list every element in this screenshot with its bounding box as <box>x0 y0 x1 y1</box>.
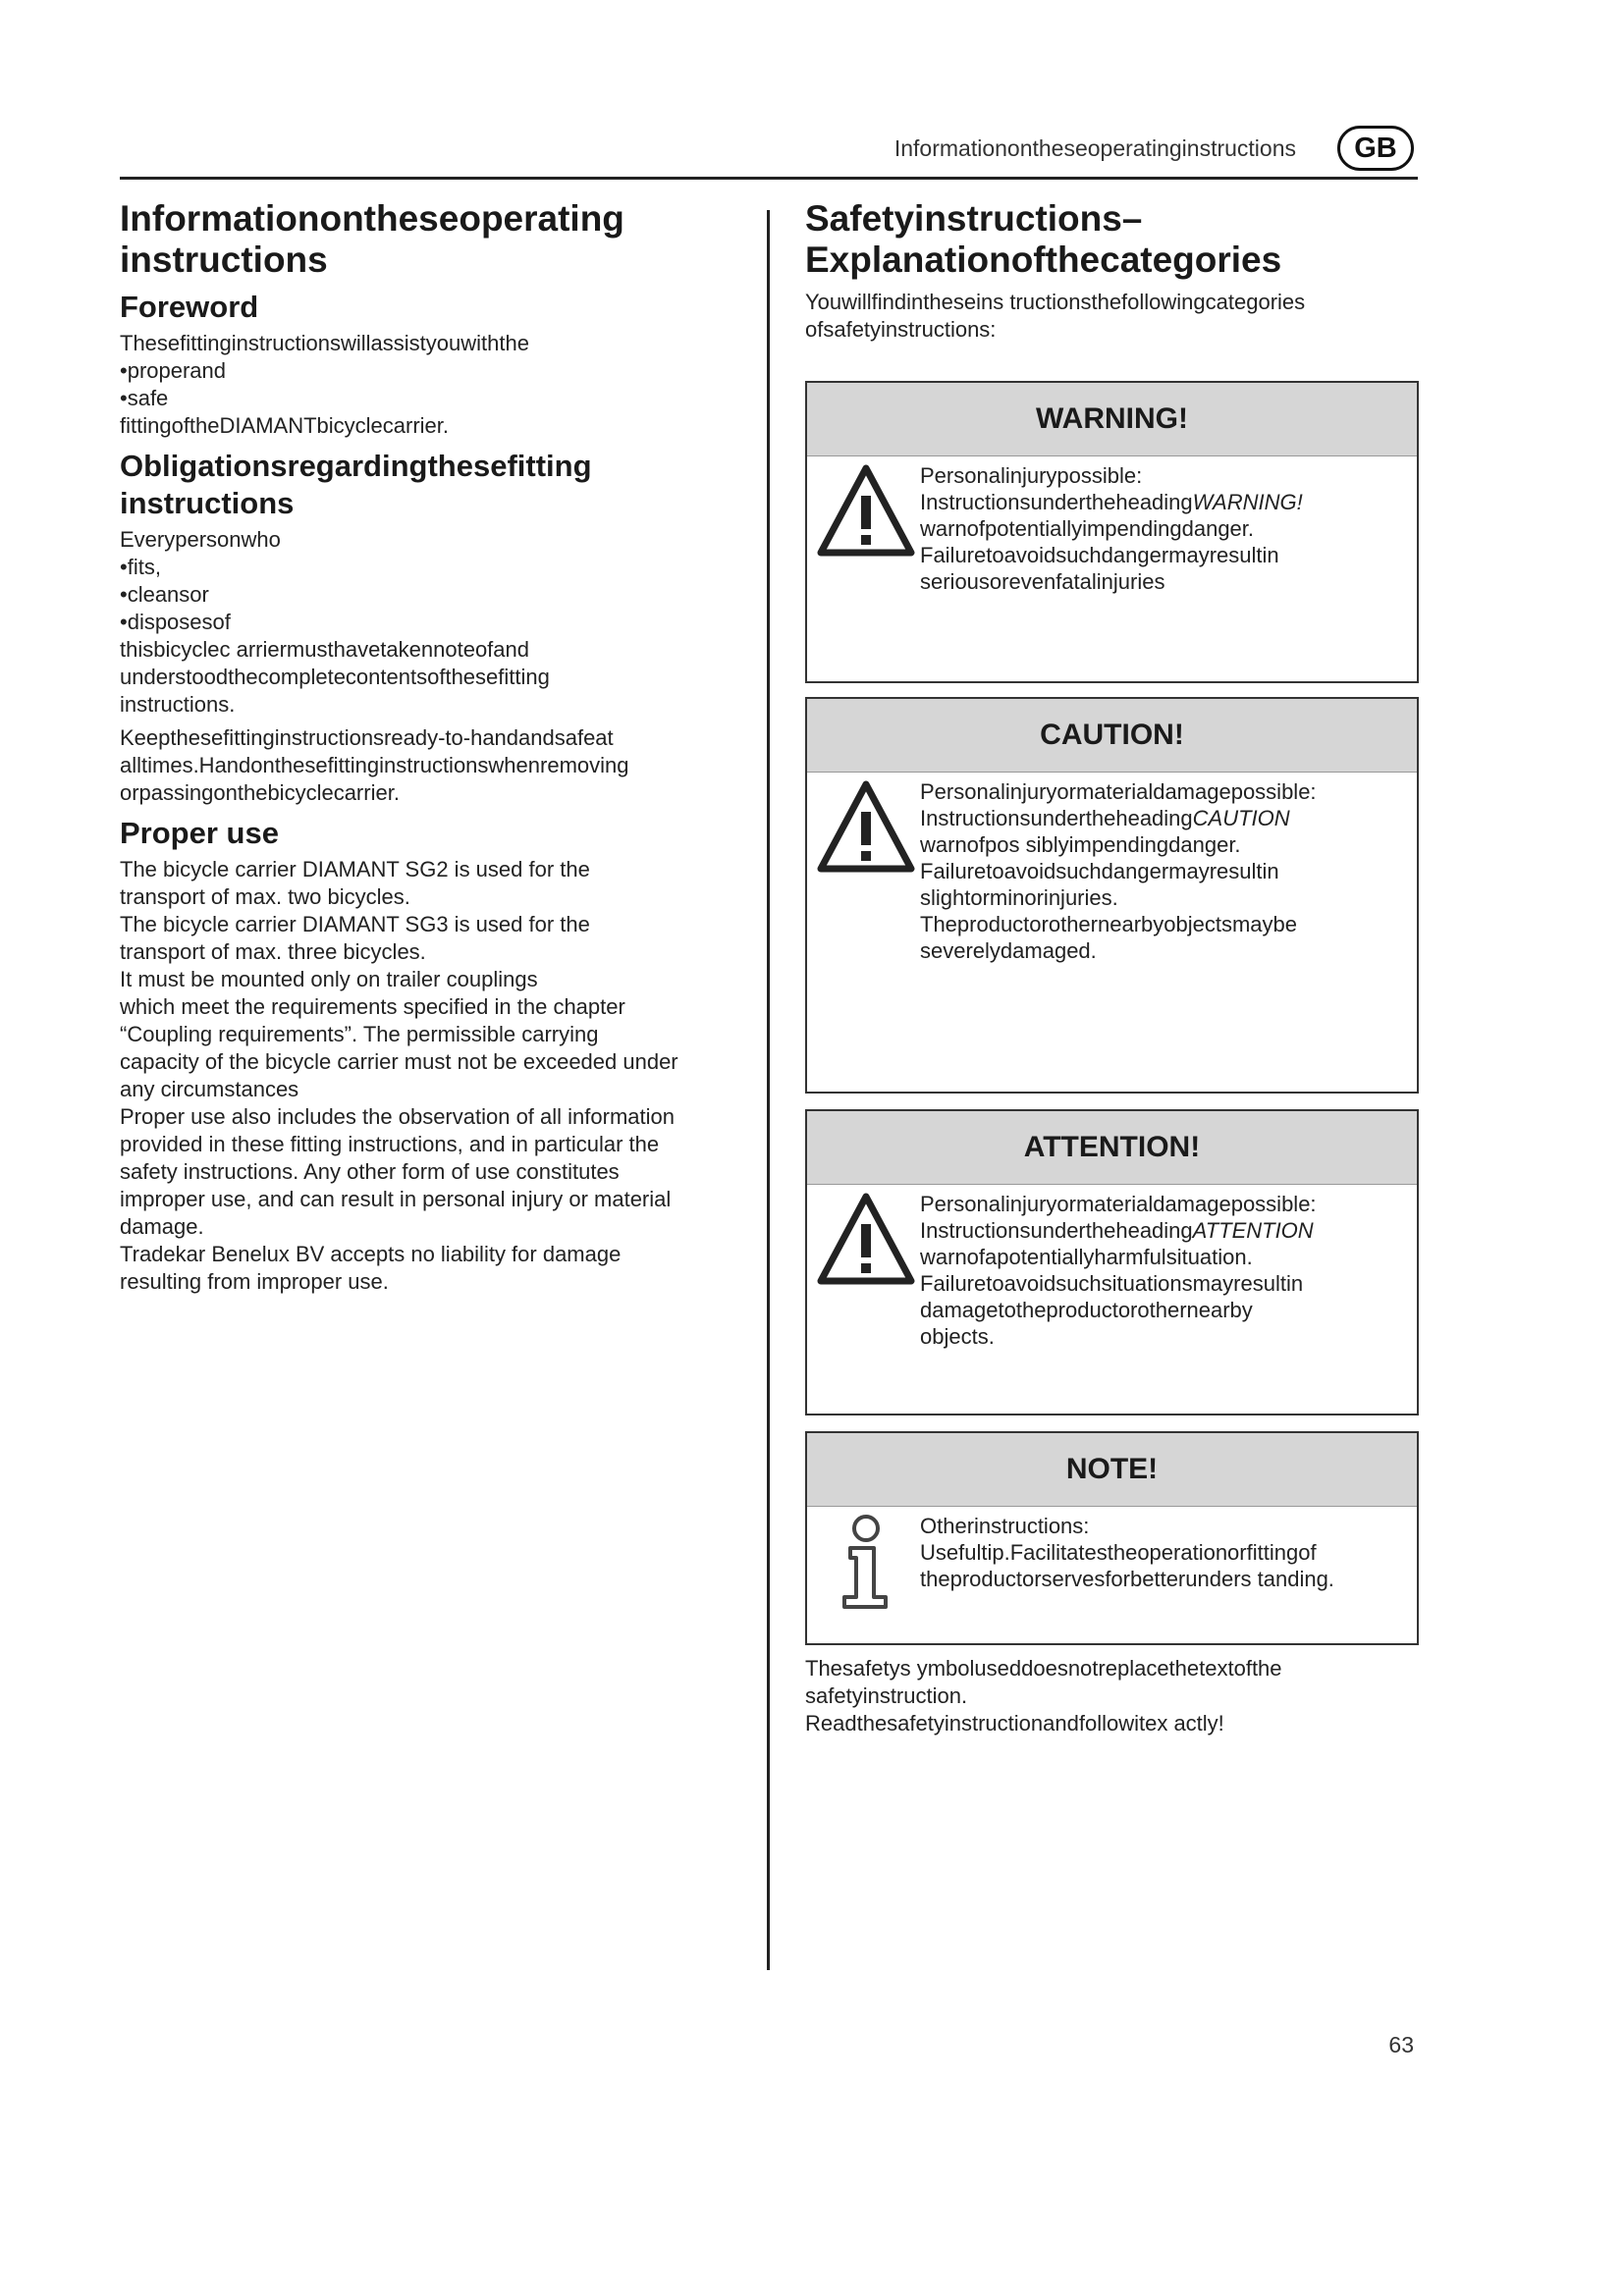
note-line: Usefultip.Facilitatestheoperationorfittingof <box>920 1540 1317 1565</box>
caution-line: warnofpos siblyimpendingdanger. <box>920 832 1241 857</box>
keep-instructions-text <box>120 724 729 807</box>
info-icon <box>817 1513 915 1611</box>
attention-label: ATTENTION! <box>807 1111 1417 1185</box>
obligations-line: instructions. <box>120 692 236 717</box>
heading-foreword: Foreword <box>120 290 259 324</box>
attention-heading-line: InstructionsundertheheadingATTENTION <box>920 1218 1314 1243</box>
caution-line: slightorminorinjuries. <box>920 885 1118 910</box>
caution-line: Failuretoavoidsuchdangermayresultin <box>920 859 1279 883</box>
proper-use-line: transport of max. three bicycles. <box>120 939 426 964</box>
proper-use-line: transport of max. two bicycles. <box>120 884 410 909</box>
proper-use-line: “Coupling requirements”. The permissible carrying <box>120 1022 599 1046</box>
caution-line: Personalinjuryormaterialdamagepossible: <box>920 779 1317 804</box>
warning-triangle-icon <box>817 462 915 561</box>
running-header: Informationontheseoperatinginstructions <box>893 135 1296 161</box>
proper-use-line: provided in these fitting instructions, and in particular the <box>120 1132 660 1156</box>
caution-line: severelydamaged. <box>920 938 1097 963</box>
obligations-line: •disposesof <box>120 610 231 634</box>
note-box <box>805 1431 1419 1645</box>
attention-triangle-icon <box>817 1191 915 1289</box>
obligations-line: Everypersonwho <box>120 527 281 552</box>
keep-line: alltimes.Handonthesefittinginstructionswhenremoving <box>120 753 629 777</box>
note-line: Otherinstructions: <box>920 1514 1090 1538</box>
proper-use-line: Tradekar Benelux BV accepts no liability for damage <box>120 1242 622 1266</box>
proper-use-line: improper use, and can result in personal injury or material <box>120 1187 672 1211</box>
proper-use-line: which meet the requirements specified in the chapter <box>120 994 625 1019</box>
intro-line: Youwillfindintheseins tructionsthefollowingcategories <box>805 290 1306 314</box>
obligations-line: thisbicyclec arriermusthavetakennoteofand <box>120 637 530 662</box>
page-number: 63 <box>1388 2032 1414 2057</box>
intro-line: ofsafetyinstructions: <box>805 317 997 342</box>
obligations-line: understoodthecompletecontentsofthesefitting <box>120 665 550 689</box>
left-column <box>120 198 729 1296</box>
attention-line: Failuretoavoidsuchsituationsmayresultin <box>920 1271 1304 1296</box>
remark-line: Readthesafetyinstructionandfollowitex actly! <box>805 1711 1224 1735</box>
heading-obligations: Obligationsregardingthesefitting instructions <box>120 449 592 520</box>
warning-line: warnofpotentiallyimpendingdanger. <box>920 516 1255 541</box>
column-divider <box>767 210 770 1970</box>
section-title-safety: Safetyinstructions– Explanationofthecategories <box>805 198 1282 280</box>
proper-use-line: The bicycle carrier DIAMANT SG2 is used for the <box>120 857 590 881</box>
language-badge: GB <box>1337 126 1414 171</box>
remark-line: safetyinstruction. <box>805 1683 968 1708</box>
attention-line: warnofapotentiallyharmfulsituation. <box>920 1245 1253 1269</box>
obligations-line: •cleansor <box>120 582 209 607</box>
header-rule <box>120 177 1418 180</box>
warning-line: Personalinjurypossible: <box>920 463 1143 488</box>
obligations-line: •fits, <box>120 555 161 579</box>
attention-box <box>805 1109 1419 1415</box>
symbol-remark <box>805 1655 1419 1737</box>
keep-line: Keepthesefittinginstructionsready-to-handandsafeat <box>120 725 614 750</box>
section-title-information: Informationontheseoperating instructions <box>120 198 624 280</box>
proper-use-line: It must be mounted only on trailer couplings <box>120 967 538 991</box>
proper-use-line: any circumstances <box>120 1077 299 1101</box>
keep-line: orpassingonthebicyclecarrier. <box>120 780 400 805</box>
foreword-line: fittingoftheDIAMANTbicyclecarrier. <box>120 413 449 438</box>
warning-box <box>805 381 1419 683</box>
proper-use-text <box>120 856 729 1296</box>
note-label: NOTE! <box>807 1433 1417 1507</box>
heading-proper-use: Proper use <box>120 816 279 850</box>
proper-use-line: Proper use also includes the observation of all information <box>120 1104 675 1129</box>
warning-heading-line: InstructionsundertheheadingWARNING! <box>920 490 1303 514</box>
right-column <box>805 198 1419 1737</box>
attention-line: objects. <box>920 1324 995 1349</box>
caution-line: Theproductorothernearbyobjectsmaybe <box>920 912 1298 936</box>
proper-use-line: resulting from improper use. <box>120 1269 389 1294</box>
proper-use-line: capacity of the bicycle carrier must not be exceeded under <box>120 1049 678 1074</box>
foreword-line: Thesefittinginstructionswillassistyouwiththe <box>120 331 529 355</box>
foreword-text <box>120 330 729 440</box>
obligations-text <box>120 526 729 719</box>
caution-heading-line: InstructionsundertheheadingCAUTION <box>920 806 1290 830</box>
note-line: theproductorservesforbetterunders tanding. <box>920 1567 1334 1591</box>
foreword-line: •properand <box>120 358 227 383</box>
proper-use-line: The bicycle carrier DIAMANT SG3 is used for the <box>120 912 590 936</box>
caution-triangle-icon <box>817 778 915 877</box>
remark-line: Thesafetys ymboluseddoesnotreplacethetextofthe <box>805 1656 1282 1681</box>
attention-line: damagetotheproductorothernearby <box>920 1298 1253 1322</box>
warning-line: seriousorevenfatalinjuries <box>920 569 1165 594</box>
proper-use-line: damage. <box>120 1214 204 1239</box>
warning-line: Failuretoavoidsuchdangermayresultin <box>920 543 1279 567</box>
caution-box <box>805 697 1419 1094</box>
safety-intro <box>805 289 1419 344</box>
proper-use-line: safety instructions. Any other form of use constitutes <box>120 1159 620 1184</box>
foreword-line: •safe <box>120 386 169 410</box>
warning-label: WARNING! <box>807 383 1417 456</box>
attention-line: Personalinjuryormaterialdamagepossible: <box>920 1192 1317 1216</box>
caution-label: CAUTION! <box>807 699 1417 773</box>
